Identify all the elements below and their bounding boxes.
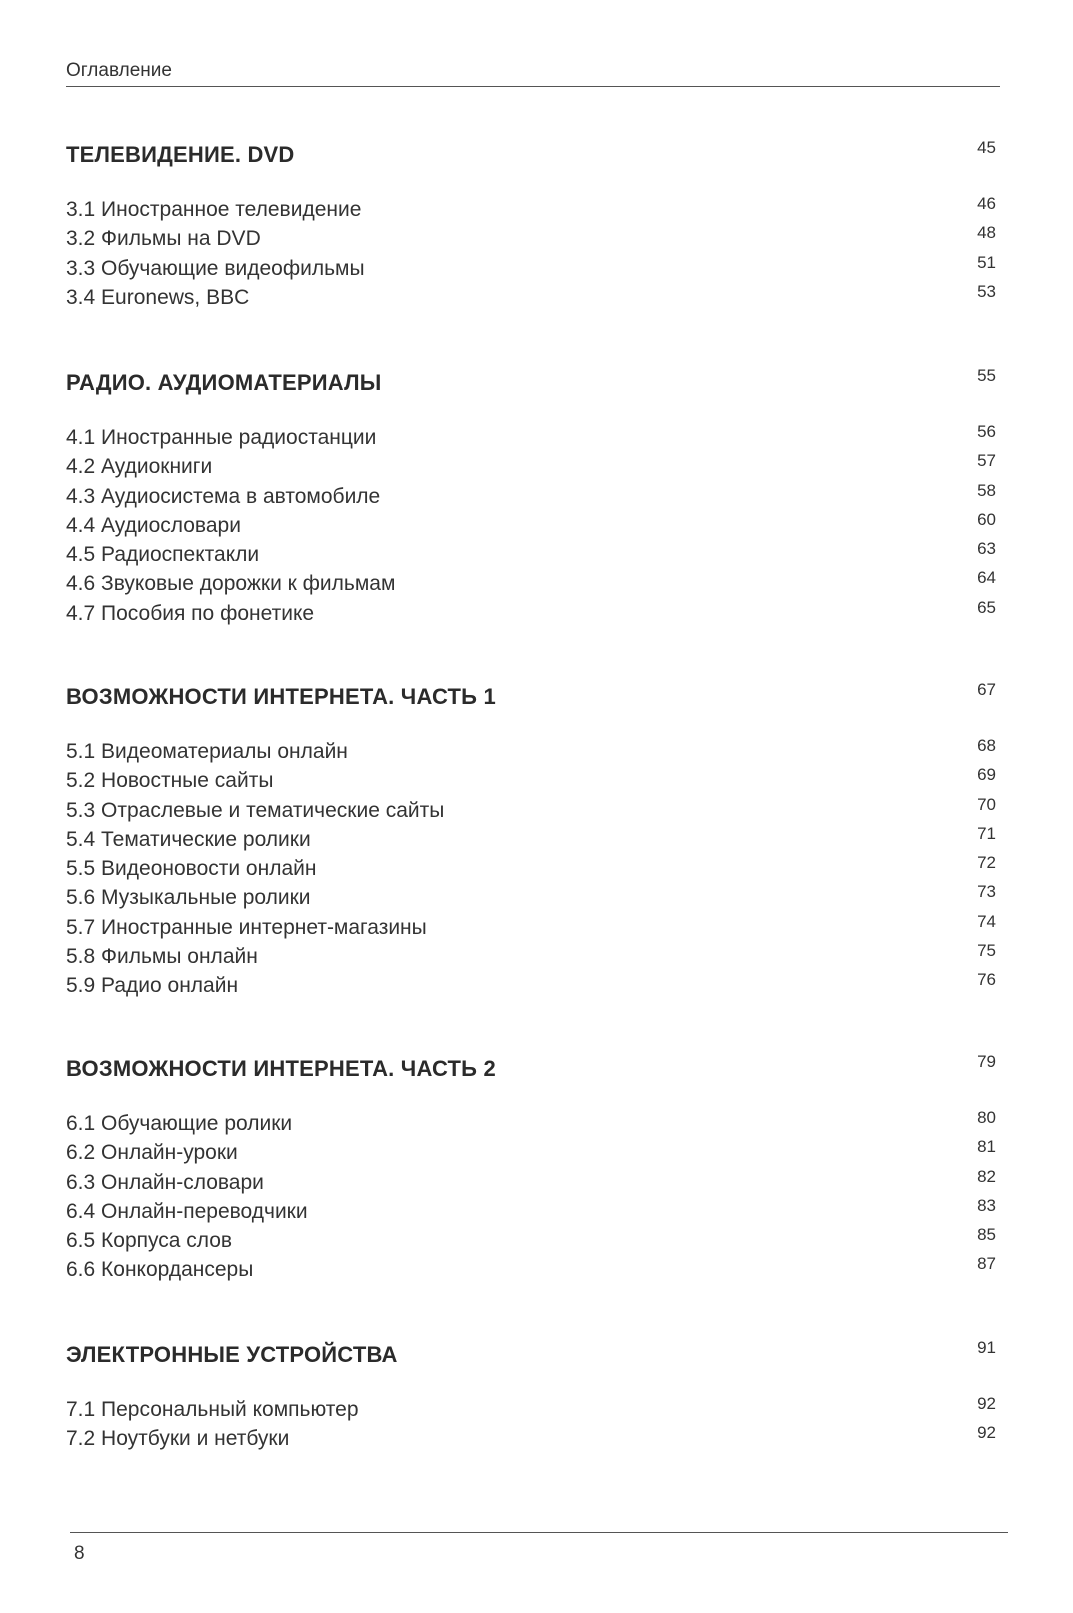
toc-item[interactable] (66, 823, 996, 857)
toc-item[interactable] (66, 1423, 996, 1456)
toc-item-page: 57 (977, 451, 996, 471)
toc-item-page: 53 (977, 281, 996, 301)
toc-item-page: 75 (977, 941, 996, 961)
toc-item-label: 6.3 Онлайн-словари (66, 1170, 264, 1194)
toc-item-page: 58 (977, 480, 996, 500)
toc-item[interactable] (66, 597, 996, 631)
toc-item-label: 6.4 Онлайн-переводчики (66, 1199, 308, 1223)
toc-item-page: 69 (977, 765, 996, 785)
section-items (66, 194, 996, 315)
toc-item-page: 46 (977, 194, 996, 213)
toc-item-page: 92 (977, 1394, 996, 1413)
section-title: ВОЗМОЖНОСТИ ИНТЕРНЕТА. ЧАСТЬ 1 (66, 684, 496, 709)
toc-item-label: 5.5 Видеоновости онлайн (66, 857, 317, 881)
toc-item[interactable] (66, 1137, 996, 1170)
toc-item-label: 7.1 Персональный компьютер (66, 1398, 359, 1421)
toc-item[interactable] (66, 970, 996, 1003)
toc-item-label: 3.1 Иностранное телевидение (66, 198, 362, 221)
toc-item[interactable] (66, 1195, 996, 1229)
section-page-number: 45 (977, 138, 996, 157)
section-page-number: 55 (977, 366, 996, 385)
toc-item[interactable] (66, 911, 996, 945)
toc-item[interactable] (66, 1225, 996, 1258)
toc-item-page: 87 (977, 1254, 996, 1274)
toc-item-label: 4.4 Аудиословари (66, 513, 241, 537)
toc-item-page: 72 (977, 853, 996, 873)
toc-item[interactable] (66, 252, 996, 286)
toc-item[interactable] (66, 568, 996, 601)
section-title: РАДИО. АУДИОМАТЕРИАЛЫ (66, 370, 382, 395)
toc-item[interactable] (66, 1166, 996, 1200)
toc-item-label: 6.6 Конкордансеры (66, 1258, 254, 1282)
toc-item-label: 3.2 Фильмы на DVD (66, 227, 261, 251)
page-header (66, 58, 1000, 87)
toc-item-label: 4.3 Аудиосистема в автомобиле (66, 484, 381, 508)
toc-item-page: 71 (977, 823, 996, 843)
toc-item-page: 56 (977, 422, 996, 441)
toc-item-page: 73 (977, 882, 996, 902)
section-heading[interactable] (66, 366, 996, 400)
toc-item-page: 76 (977, 970, 996, 990)
toc-item[interactable] (66, 941, 996, 974)
toc-item-page: 64 (977, 568, 996, 588)
toc-item-label: 6.5 Корпуса слов (66, 1229, 233, 1253)
section-items (66, 422, 996, 631)
toc-item-page: 63 (977, 539, 996, 559)
toc-item[interactable] (66, 736, 996, 769)
toc-item-label: 5.6 Музыкальные ролики (66, 886, 311, 910)
toc-item-label: 7.2 Ноутбуки и нетбуки (66, 1427, 290, 1451)
toc-item[interactable] (66, 539, 996, 572)
toc-item[interactable] (66, 451, 996, 484)
toc-item[interactable] (66, 223, 996, 256)
section-heading[interactable] (66, 138, 996, 172)
section-heading[interactable] (66, 1052, 996, 1086)
toc-item-page: 51 (977, 252, 996, 272)
toc-item-label: 5.3 Отраслевые и тематические сайты (66, 798, 445, 822)
toc-item-page: 83 (977, 1195, 996, 1215)
toc-item-page: 81 (977, 1137, 996, 1157)
section-page-number: 67 (977, 680, 996, 699)
toc-item-label: 4.2 Аудиокниги (66, 455, 213, 479)
toc-item-page: 65 (977, 597, 996, 617)
section-heading[interactable] (66, 1338, 996, 1372)
toc-item[interactable] (66, 882, 996, 915)
toc-item-label: 5.4 Тематические ролики (66, 827, 311, 851)
toc-item-label: 4.6 Звуковые дорожки к фильмам (66, 572, 396, 596)
toc-item[interactable] (66, 853, 996, 886)
toc-item-label: 6.2 Онлайн-уроки (66, 1141, 238, 1165)
toc-item-page: 48 (977, 223, 996, 243)
toc-item-label: 4.7 Пособия по фонетике (66, 601, 315, 625)
toc-item-label: 5.9 Радио онлайн (66, 974, 239, 998)
toc-item[interactable] (66, 281, 996, 315)
toc-item-page: 85 (977, 1225, 996, 1245)
toc-item[interactable] (66, 509, 996, 543)
toc-item-label: 6.1 Обучающие ролики (66, 1112, 293, 1135)
toc-item-label: 3.4 Euronews, BBC (66, 285, 250, 309)
toc-item-page: 60 (977, 509, 996, 529)
toc-item-label: 4.5 Радиоспектакли (66, 543, 260, 567)
toc-item[interactable] (66, 765, 996, 798)
toc-item-page: 74 (977, 911, 996, 931)
toc-item[interactable] (66, 194, 996, 227)
toc-item[interactable] (66, 1254, 996, 1287)
toc-item-page: 68 (977, 736, 996, 755)
section-title: ТЕЛЕВИДЕНИЕ. DVD (66, 142, 295, 167)
section-items (66, 736, 996, 1004)
toc-item-label: 4.1 Иностранные радиостанции (66, 426, 377, 449)
section-heading[interactable] (66, 680, 996, 714)
toc-item-page: 92 (977, 1423, 996, 1443)
toc-item[interactable] (66, 794, 996, 828)
section-title: ЭЛЕКТРОННЫЕ УСТРОЙСТВА (66, 1342, 398, 1367)
section-items (66, 1108, 996, 1288)
section-title: ВОЗМОЖНОСТИ ИНТЕРНЕТА. ЧАСТЬ 2 (66, 1056, 496, 1081)
toc-item[interactable] (66, 480, 996, 514)
page-footer (70, 1532, 1008, 1564)
header-title: Оглавление (66, 60, 172, 81)
toc-item-page: 70 (977, 794, 996, 814)
section-page-number: 79 (977, 1052, 996, 1071)
section-page-number: 91 (977, 1338, 996, 1357)
toc-item-label: 5.7 Иностранные интернет-магазины (66, 915, 427, 939)
toc-item-label: 3.3 Обучающие видеофильмы (66, 256, 365, 280)
toc-item-label: 5.2 Новостные сайты (66, 769, 274, 793)
toc-item[interactable] (66, 1394, 996, 1427)
section-items (66, 1394, 996, 1457)
toc-item-label: 5.8 Фильмы онлайн (66, 945, 258, 969)
toc-item-label: 5.1 Видеоматериалы онлайн (66, 740, 348, 763)
toc-item[interactable] (66, 422, 996, 455)
toc-item-page: 82 (977, 1166, 996, 1186)
toc-item-page: 80 (977, 1108, 996, 1127)
toc-item[interactable] (66, 1108, 996, 1141)
page-number: 8 (74, 1543, 85, 1564)
